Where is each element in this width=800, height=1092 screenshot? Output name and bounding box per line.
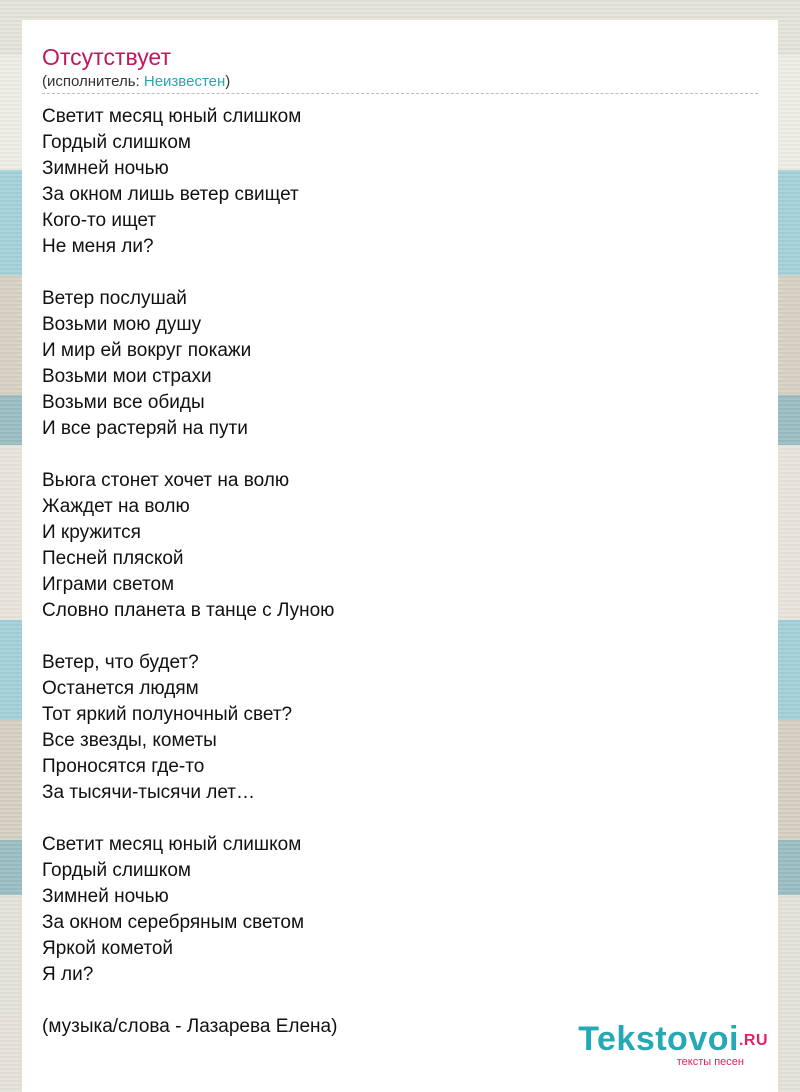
lyric-line: За тысячи-тысячи лет… xyxy=(42,782,255,803)
lyric-line: За окном лишь ветер свищет xyxy=(42,184,299,205)
stanza-gap xyxy=(42,806,758,832)
lyric-line: Светит месяц юный слишком xyxy=(42,106,302,127)
lyrics-card xyxy=(22,20,778,1092)
lyric-line: Возьми мою душу xyxy=(42,314,202,335)
lyric-line: И все растеряй на пути xyxy=(42,418,248,439)
lyric-line: Жаждет на волю xyxy=(42,496,190,517)
lyric-line: Проносятся где-то xyxy=(42,756,205,777)
lyric-line: Гордый слишком xyxy=(42,860,191,881)
lyric-line: Гордый слишком xyxy=(42,132,191,153)
lyric-line: Светит месяц юный слишком xyxy=(42,834,302,855)
artist-line xyxy=(42,73,230,91)
lyric-line: Останется людям xyxy=(42,678,199,699)
lyric-line: Ветер послушай xyxy=(42,288,187,309)
lyric-line: Зимней ночью xyxy=(42,158,169,179)
lyric-line: За окном серебряным светом xyxy=(42,912,305,933)
lyric-line: Возьми мои страхи xyxy=(42,366,212,387)
site-logo[interactable] xyxy=(578,1020,768,1068)
lyric-line: Я ли? xyxy=(42,964,94,985)
logo-name: Tekstovoi xyxy=(578,1020,739,1058)
stanza-gap xyxy=(42,624,758,650)
artist-prefix: (исполнитель: xyxy=(42,73,144,90)
lyric-line: Ветер, что будет? xyxy=(42,652,199,673)
logo-tagline: тексты песен xyxy=(676,1056,744,1069)
lyric-line: Яркой кометой xyxy=(42,938,174,959)
lyric-line: Словно планета в танце с Луною xyxy=(42,600,335,621)
lyric-line: Зимней ночью xyxy=(42,886,169,907)
lyric-line: Играми светом xyxy=(42,574,175,595)
artist-suffix: ) xyxy=(225,73,231,90)
lyric-line: Не меня ли? xyxy=(42,236,154,257)
lyric-line: Все звезды, кометы xyxy=(42,730,217,751)
lyric-line: Тот яркий полуночный свет? xyxy=(42,704,293,725)
lyric-line: Кого-то ищет xyxy=(42,210,157,231)
artist-link[interactable]: Неизвестен xyxy=(143,73,226,90)
header-divider xyxy=(42,93,758,94)
lyric-line: И кружится xyxy=(42,522,141,543)
lyrics-body xyxy=(42,104,758,988)
stanza-gap xyxy=(42,442,758,468)
stanza-gap xyxy=(42,260,758,286)
lyric-line: И мир ей вокруг покажи xyxy=(42,340,252,361)
song-title: Отсутствует xyxy=(42,44,171,70)
logo-tld: .RU xyxy=(738,1032,768,1050)
lyric-line: Вьюга стонет хочет на волю xyxy=(42,470,290,491)
song-credits: (музыка/слова - Лазарева Елена) xyxy=(42,1016,338,1037)
logo-wordmark xyxy=(578,1020,768,1060)
lyric-line: Возьми все обиды xyxy=(42,392,205,413)
lyric-line: Песней пляской xyxy=(42,548,184,569)
